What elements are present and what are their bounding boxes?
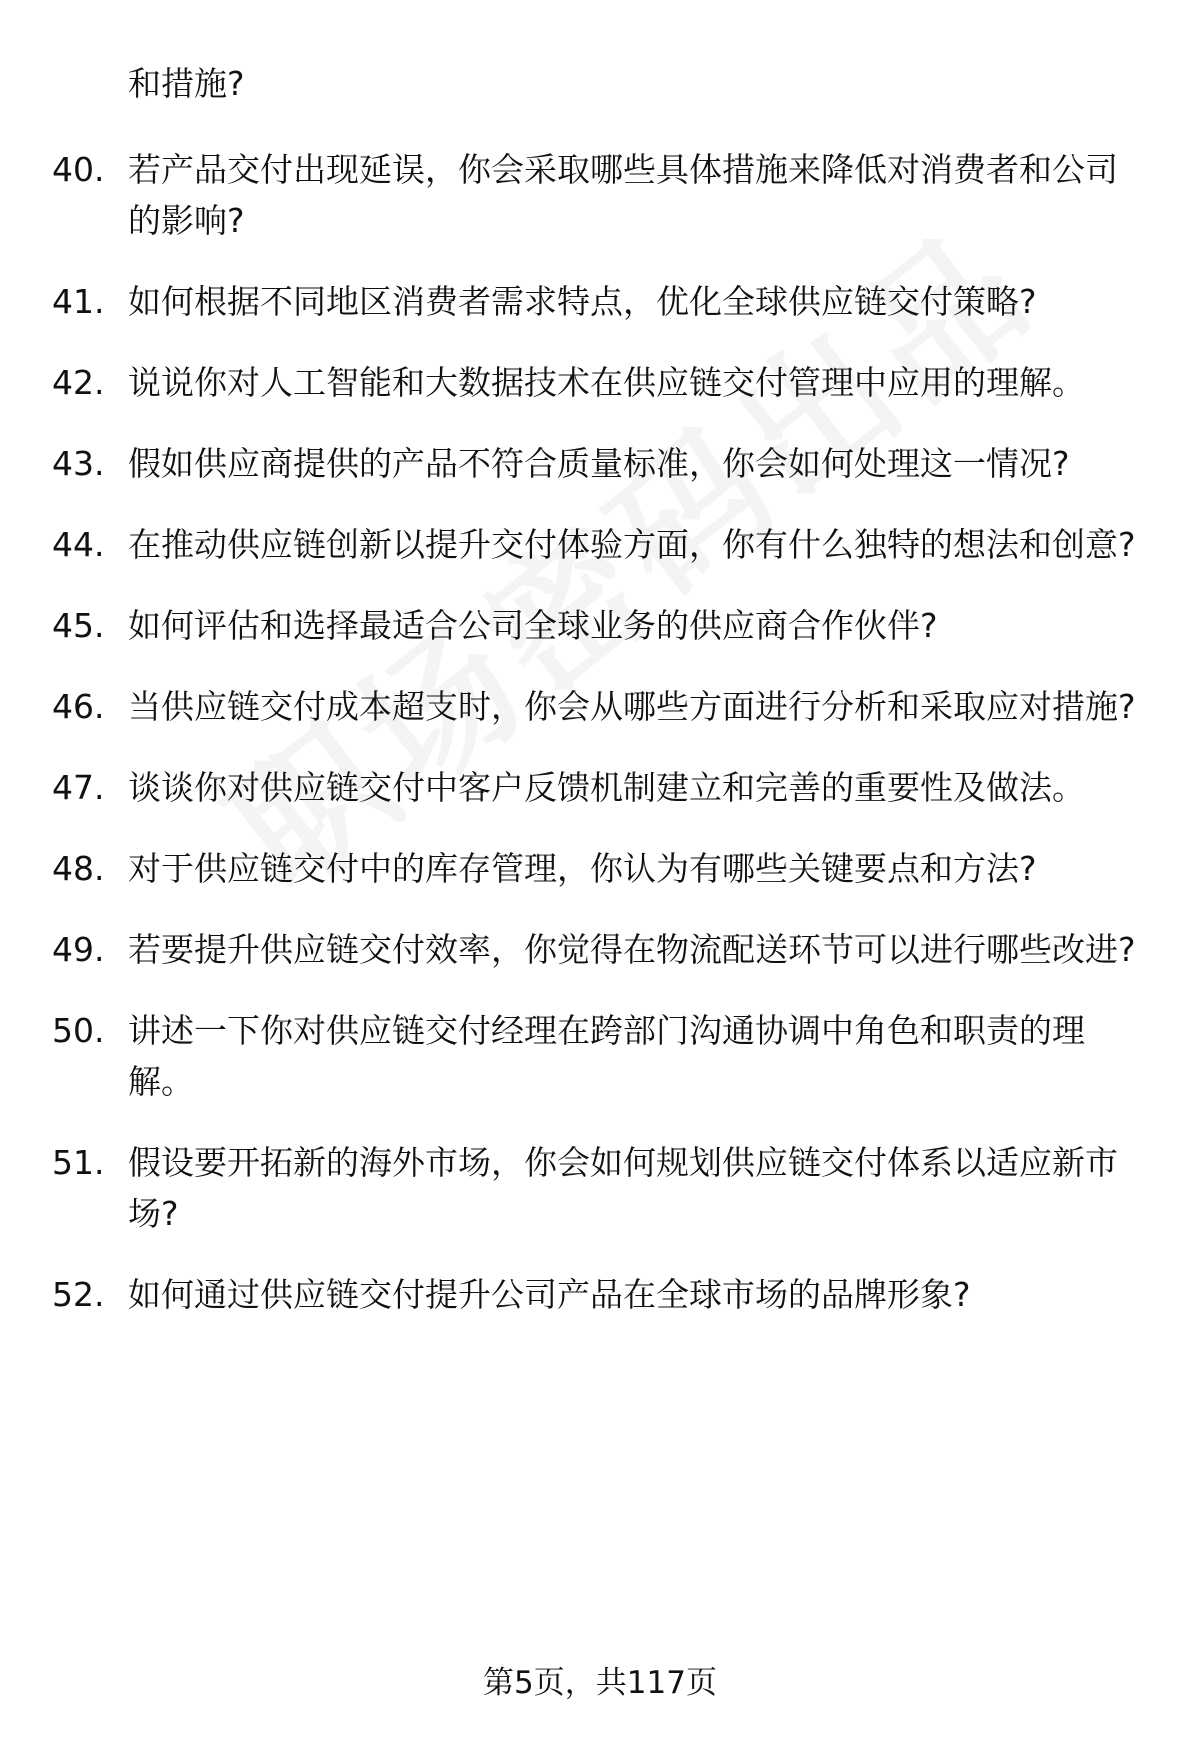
question-item <box>0 357 1200 408</box>
question-text: 若产品交付出现延误，你会采取哪些具体措施来降低对消费者和公司的影响? <box>128 150 1118 240</box>
question-item <box>0 1269 1200 1320</box>
question-text: 假设要开拓新的海外市场，你会如何规划供应链交付体系以适应新市场? <box>128 1143 1118 1233</box>
question-text: 如何评估和选择最适合公司全球业务的供应商合作伙伴? <box>128 606 938 645</box>
question-item <box>0 1137 1200 1239</box>
question-item <box>0 843 1200 894</box>
question-number: 49. <box>52 930 105 969</box>
question-item <box>0 276 1200 327</box>
question-item <box>0 1005 1200 1107</box>
question-text: 假如供应商提供的产品不符合质量标准，你会如何处理这一情况? <box>128 444 1070 483</box>
page-footer: 第5页，共117页 <box>483 1665 717 1701</box>
question-number: 42. <box>52 363 105 402</box>
question-text: 当供应链交付成本超支时，你会从哪些方面进行分析和采取应对措施? <box>128 687 1136 726</box>
question-text: 对于供应链交付中的库存管理，你认为有哪些关键要点和方法? <box>128 849 1037 888</box>
question-number: 45. <box>52 606 105 645</box>
question-number: 52. <box>52 1275 105 1314</box>
question-number: 46. <box>52 687 105 726</box>
question-number: 48. <box>52 849 105 888</box>
question-text: 谈谈你对供应链交付中客户反馈机制建立和完善的重要性及做法。 <box>128 768 1085 807</box>
continuation-text: 和措施? <box>128 64 245 103</box>
question-text: 如何根据不同地区消费者需求特点，优化全球供应链交付策略? <box>128 282 1037 321</box>
question-number: 41. <box>52 282 105 321</box>
question-text: 说说你对人工智能和大数据技术在供应链交付管理中应用的理解。 <box>128 363 1085 402</box>
question-item <box>0 519 1200 570</box>
question-item <box>0 144 1200 246</box>
question-item <box>0 681 1200 732</box>
question-number: 47. <box>52 768 105 807</box>
question-item <box>0 924 1200 975</box>
question-text: 若要提升供应链交付效率，你觉得在物流配送环节可以进行哪些改进? <box>128 930 1136 969</box>
question-number: 51. <box>52 1143 105 1182</box>
question-number: 50. <box>52 1011 105 1050</box>
question-item <box>0 762 1200 813</box>
question-text: 如何通过供应链交付提升公司产品在全球市场的品牌形象? <box>128 1275 971 1314</box>
question-item <box>0 438 1200 489</box>
question-number: 44. <box>52 525 105 564</box>
question-text: 在推动供应链创新以提升交付体验方面，你有什么独特的想法和创意? <box>128 525 1136 564</box>
question-text: 讲述一下你对供应链交付经理在跨部门沟通协调中角色和职责的理解。 <box>128 1011 1085 1101</box>
question-number: 43. <box>52 444 105 483</box>
question-item <box>0 600 1200 651</box>
question-list <box>0 144 1200 1350</box>
question-number: 40. <box>52 150 105 189</box>
